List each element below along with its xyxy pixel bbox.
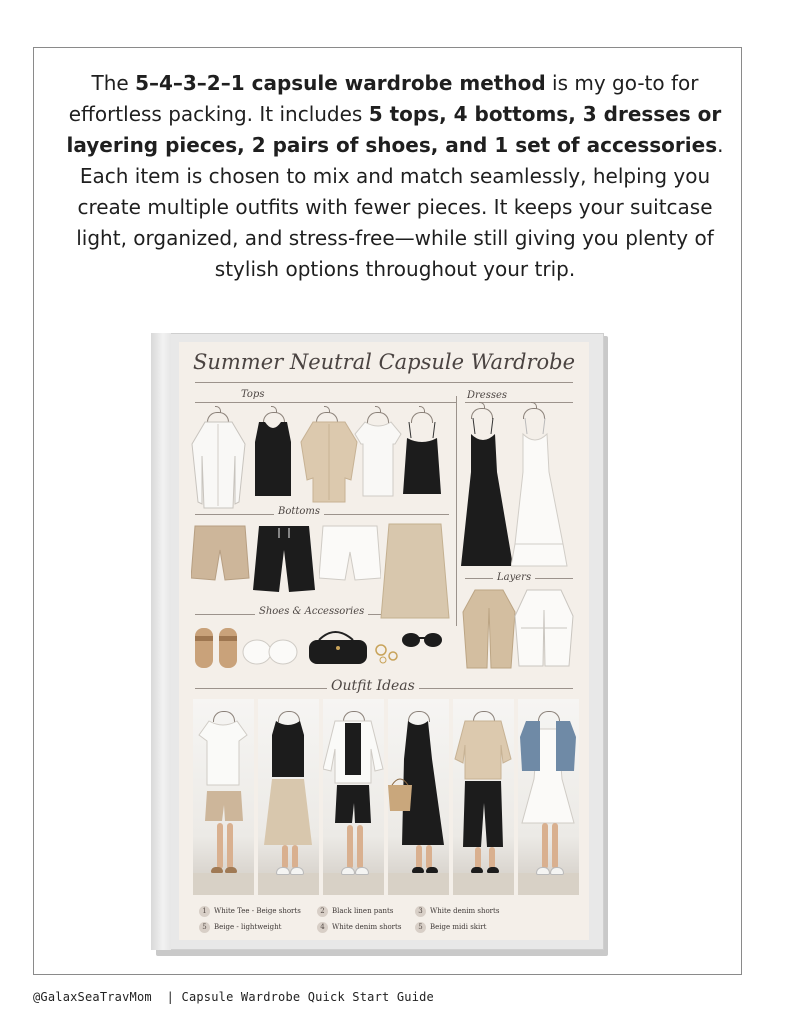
beige-cardigan [461,588,517,673]
footer-title: Capsule Wardrobe Quick Start Guide [181,990,434,1004]
outfit-photo-6 [518,699,579,895]
beige-shorts [191,524,251,584]
column-divider [456,396,457,626]
footer-handle: @GalaxSeaTravMom [33,990,152,1004]
outfit-photo-3 [323,699,384,895]
section-dresses: Dresses [463,390,511,401]
outfit-photo-2 [258,699,319,895]
beige-midi-skirt [379,522,451,622]
section-outfits: Outfit Ideas [327,678,419,694]
white-denim-shorts [319,524,381,584]
white-denim-jacket [513,588,575,673]
footer-separator: | [166,990,175,1004]
intro-bold-counts: 5 tops, 4 bottoms, 3 dresses or layering pieces, 2 pairs of shoes, and 1 set of accessories [66,102,722,157]
tops-rule [195,402,457,403]
legend-item-2: 2 Black linen pants [317,906,393,917]
capsule-wardrobe-board [179,342,589,940]
book-spine [151,333,171,950]
section-layers: Layers [493,572,535,583]
sunglasses [399,630,445,652]
intro-text-2: is my go-to for effortless packing. It includes [68,71,699,126]
section-tops: Tops [237,389,268,400]
intro-text-1: The [91,71,136,95]
legend-item-3: 3 White denim shorts [415,906,499,917]
legend-item-6: 5 Beige midi skirt [415,922,486,933]
outfit-photo-1 [193,699,254,895]
legend-item-1: 1 White Tee - Beige shorts [199,906,301,917]
intro-bold-method: 5–4–3–2–1 capsule wardrobe method [135,71,546,95]
outfit-photo-4 [388,699,449,895]
black-linen-shorts [253,524,315,596]
footer [33,990,434,1004]
legend-item-5: 4 White denim shorts [317,922,401,933]
section-shoes: Shoes & Accessories [255,606,368,617]
outfit-photo-5 [453,699,514,895]
tan-sandals [193,624,245,672]
board-title: Summer Neutral Capsule Wardrobe [192,350,576,374]
intro-paragraph [52,68,738,285]
legend-item-4: 5 Beige - lightweight [199,922,281,933]
intro-text-3: . Each item is chosen to mix and match seamlessly, helping you create multiple outfits with fewer pieces. It keeps your suitcase light, organized, and stress-free—while still giving you plenty of stylish options throughout your trip. [76,133,724,281]
title-rule [195,382,573,383]
black-crossbody-bag [305,626,371,666]
white-sneakers [241,630,301,670]
section-bottoms: Bottoms [274,506,324,517]
